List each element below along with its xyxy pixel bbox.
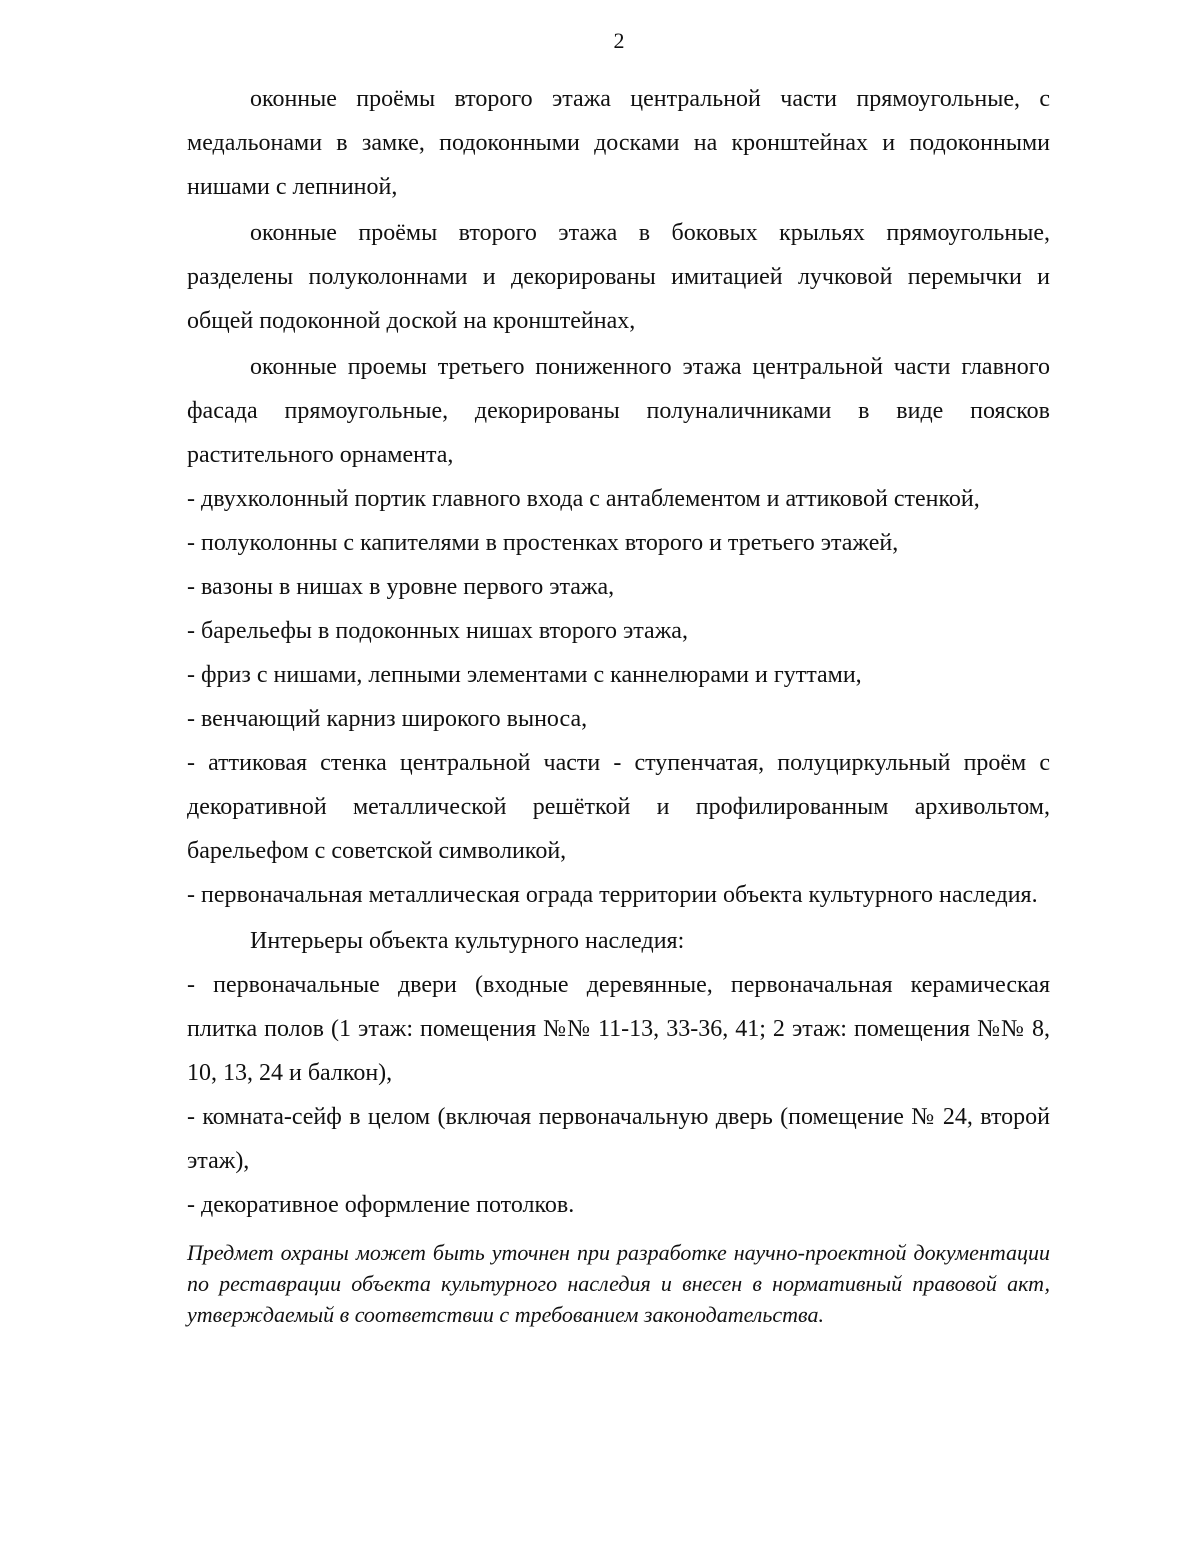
list-item-doors: - первоначальные двери (входные деревянные, первоначальная керамическая плитка полов (1 этаж: помещения №№ 11-13, 33-36, 41; 2 этаж: помещения №№ 8, 10, 13, 24 и балкон), — [187, 972, 1050, 1086]
paragraph-third-floor-windows: оконные проемы третьего пониженного этажа центральной части главного фасада прямоугольные, декорированы полуналичниками в виде поясков растительного орнамента, — [187, 354, 1050, 468]
paragraph-central-windows: оконные проёмы второго этажа центральной части прямоугольные, с медальонами в замке, подоконными досками на кронштейнах и подоконными нишами с лепниной, — [187, 86, 1050, 200]
document-body — [187, 77, 1050, 1352]
list-item-frieze: - фриз с нишами, лепными элементами с каннелюрами и гуттами, — [187, 662, 862, 688]
page-number: 2 — [613, 28, 625, 53]
list-item-cornice: - венчающий карниз широкого выноса, — [187, 706, 588, 732]
protection-note: Предмет охраны может быть уточнен при разработке научно-проектной документации по реставрации объекта культурного наследия и внесен в нормативный правовой акт, утверждаемый в соответствии с требованием законодательства. — [187, 1240, 1050, 1327]
list-item-portico: - двухколонный портик главного входа с антаблементом и аттиковой стенкой, — [187, 486, 980, 512]
list-item-bas-reliefs: - барельефы в подоконных нишах второго этажа, — [187, 618, 688, 644]
list-item-safe-room: - комната-сейф в целом (включая первоначальную дверь (помещение № 24, второй этаж), — [187, 1104, 1050, 1174]
list-item-half-columns: - полуколонны с капителями в простенках второго и третьего этажей, — [187, 530, 899, 556]
list-item-attic-wall: - аттиковая стенка центральной части - ступенчатая, полуциркульный проём с декоративной металлической решёткой и профилированным архивольтом, барельефом с советской символикой, — [187, 750, 1050, 864]
list-item-ceilings: - декоративное оформление потолков. — [187, 1192, 575, 1218]
list-item-fence: - первоначальная металлическая ограда территории объекта культурного наследия. — [187, 882, 1038, 908]
list-item-vases: - вазоны в нишах в уровне первого этажа, — [187, 574, 615, 600]
section-heading-interiors: Интерьеры объекта культурного наследия: — [250, 928, 685, 954]
paragraph-side-wing-windows: оконные проёмы второго этажа в боковых крыльях прямоугольные, разделены полуколоннами и декорированы имитацией лучковой перемычки и общей подоконной доской на кронштейнах, — [187, 220, 1050, 334]
